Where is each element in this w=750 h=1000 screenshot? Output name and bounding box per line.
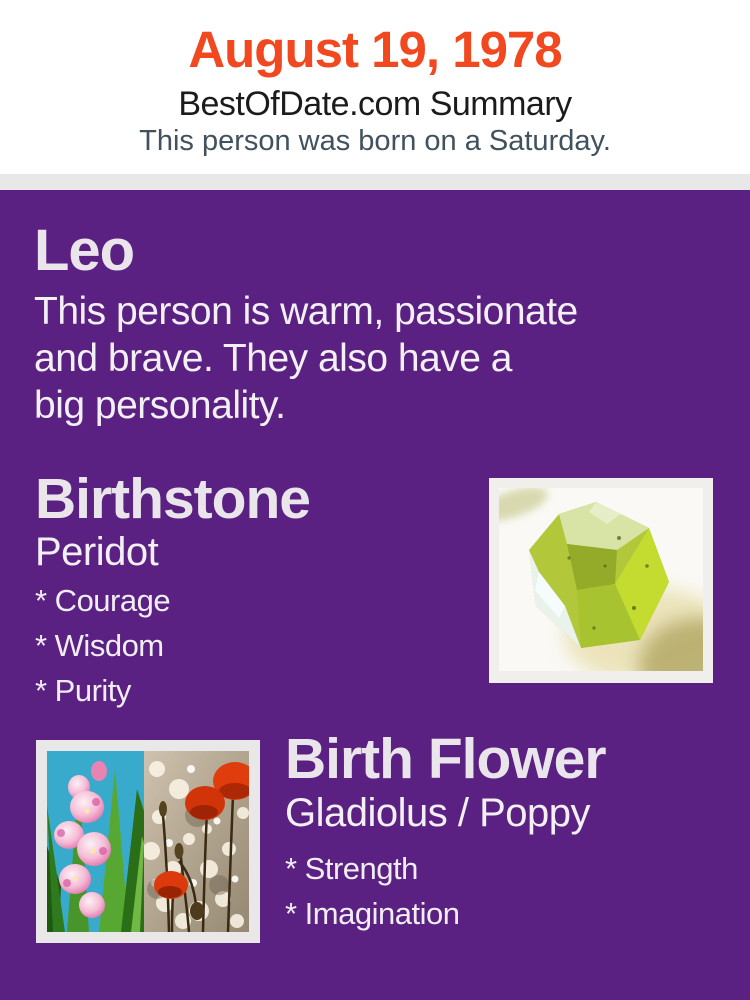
flowers-illustration (47, 751, 249, 932)
birthstone-name: Peridot (35, 530, 159, 574)
birth-flower-trait: * Imagination (285, 896, 460, 931)
poppy-half (142, 751, 249, 932)
peridot-gem-illustration (499, 488, 703, 671)
birthstone-trait: * Purity (35, 673, 131, 708)
birthstone-trait: * Wisdom (35, 628, 164, 663)
gladiolus-and-poppy-photo (36, 740, 260, 943)
birthstone-traits-list (35, 578, 170, 713)
birth-flower-traits-list (285, 846, 459, 936)
weekday-note: This person was born on a Saturday. (139, 125, 611, 157)
gladiolus-half (47, 751, 144, 932)
site-summary-title: BestOfDate.com Summary (178, 85, 572, 123)
page-title-date: August 19, 1978 (188, 21, 562, 78)
birth-flower-heading: Birth Flower (285, 727, 606, 791)
birth-flower-trait: * Strength (285, 851, 418, 886)
details-panel (0, 190, 750, 1000)
header-divider (0, 174, 750, 190)
zodiac-description-line: and brave. They also have a (34, 337, 512, 380)
birthstone-heading: Birthstone (35, 467, 310, 531)
birth-flower-name: Gladiolus / Poppy (285, 791, 591, 835)
zodiac-description-line: This person is warm, passionate (34, 290, 578, 333)
zodiac-sign-heading: Leo (34, 218, 135, 283)
zodiac-description (34, 288, 694, 429)
zodiac-description-line: big personality. (34, 384, 286, 427)
birthstone-trait: * Courage (35, 583, 171, 618)
peridot-gemstone-photo (489, 478, 713, 683)
header (0, 0, 750, 174)
